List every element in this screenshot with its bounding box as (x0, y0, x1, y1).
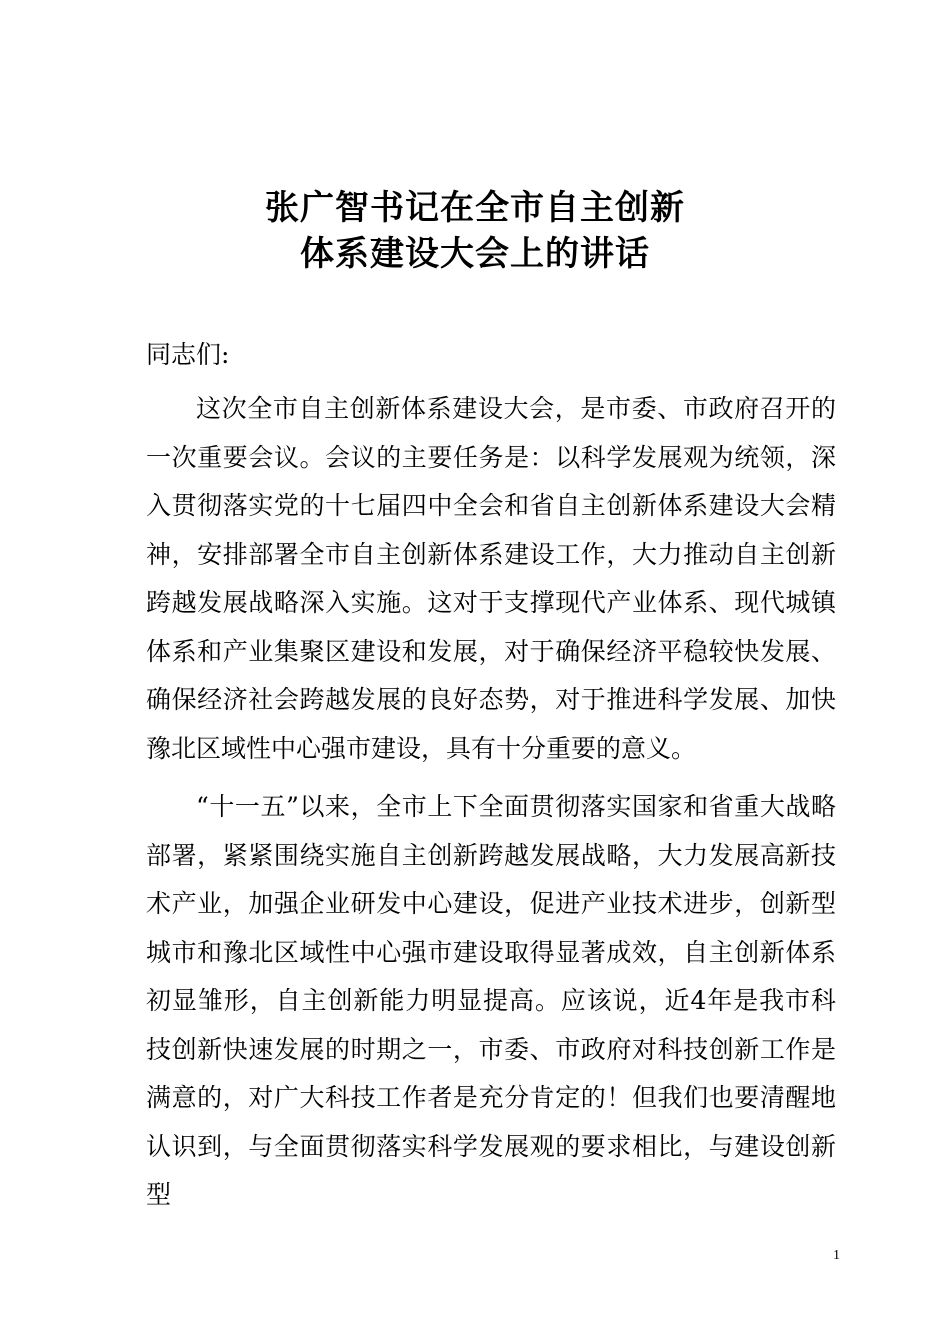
page-number: 1 (833, 1248, 840, 1263)
body-paragraph-2: “十一五”以来，全市上下全面贯彻落实国家和省重大战略部署，紧紧围绕实施自主创新跨越发展战略，大力发展高新技术产业，加强企业研发中心建设，促进产业技术进步，创新型城市和豫北区域性中心强市建设取得显著成效，自主创新体系初显雏形，自主创新能力明显提高。应该说，近4年是我市科技创新快速发展的时期之一，市委、市政府对科技创新工作是满意的，对广大科技工作者是充分肯定的！但我们也要清醒地认识到，与全面贯彻落实科学发展观的要求相比，与建设创新型 (146, 792, 836, 1209)
body-paragraph-1: 这次全市自主创新体系建设大会，是市委、市政府召开的一次重要会议。会议的主要任务是：以科学发展观为统领，深入贯彻落实党的十七届四中全会和省自主创新体系建设大会精神，安排部署全市自主创新体系建设工作，大力推动自主创新跨越发展战略深入实施。这对于支撑现代产业体系、现代城镇体系和产业集聚区建设和发展，对于确保经济平稳较快发展、确保经济社会跨越发展的良好态势，对于推进科学发展、加快豫北区域性中心强市建设，具有十分重要的意义。 (146, 394, 836, 763)
salutation: 同志们: (146, 340, 230, 369)
document-title-line1: 张广智书记在全市自主创新 (265, 188, 685, 228)
document-title-line2: 体系建设大会上的讲话 (300, 234, 650, 274)
